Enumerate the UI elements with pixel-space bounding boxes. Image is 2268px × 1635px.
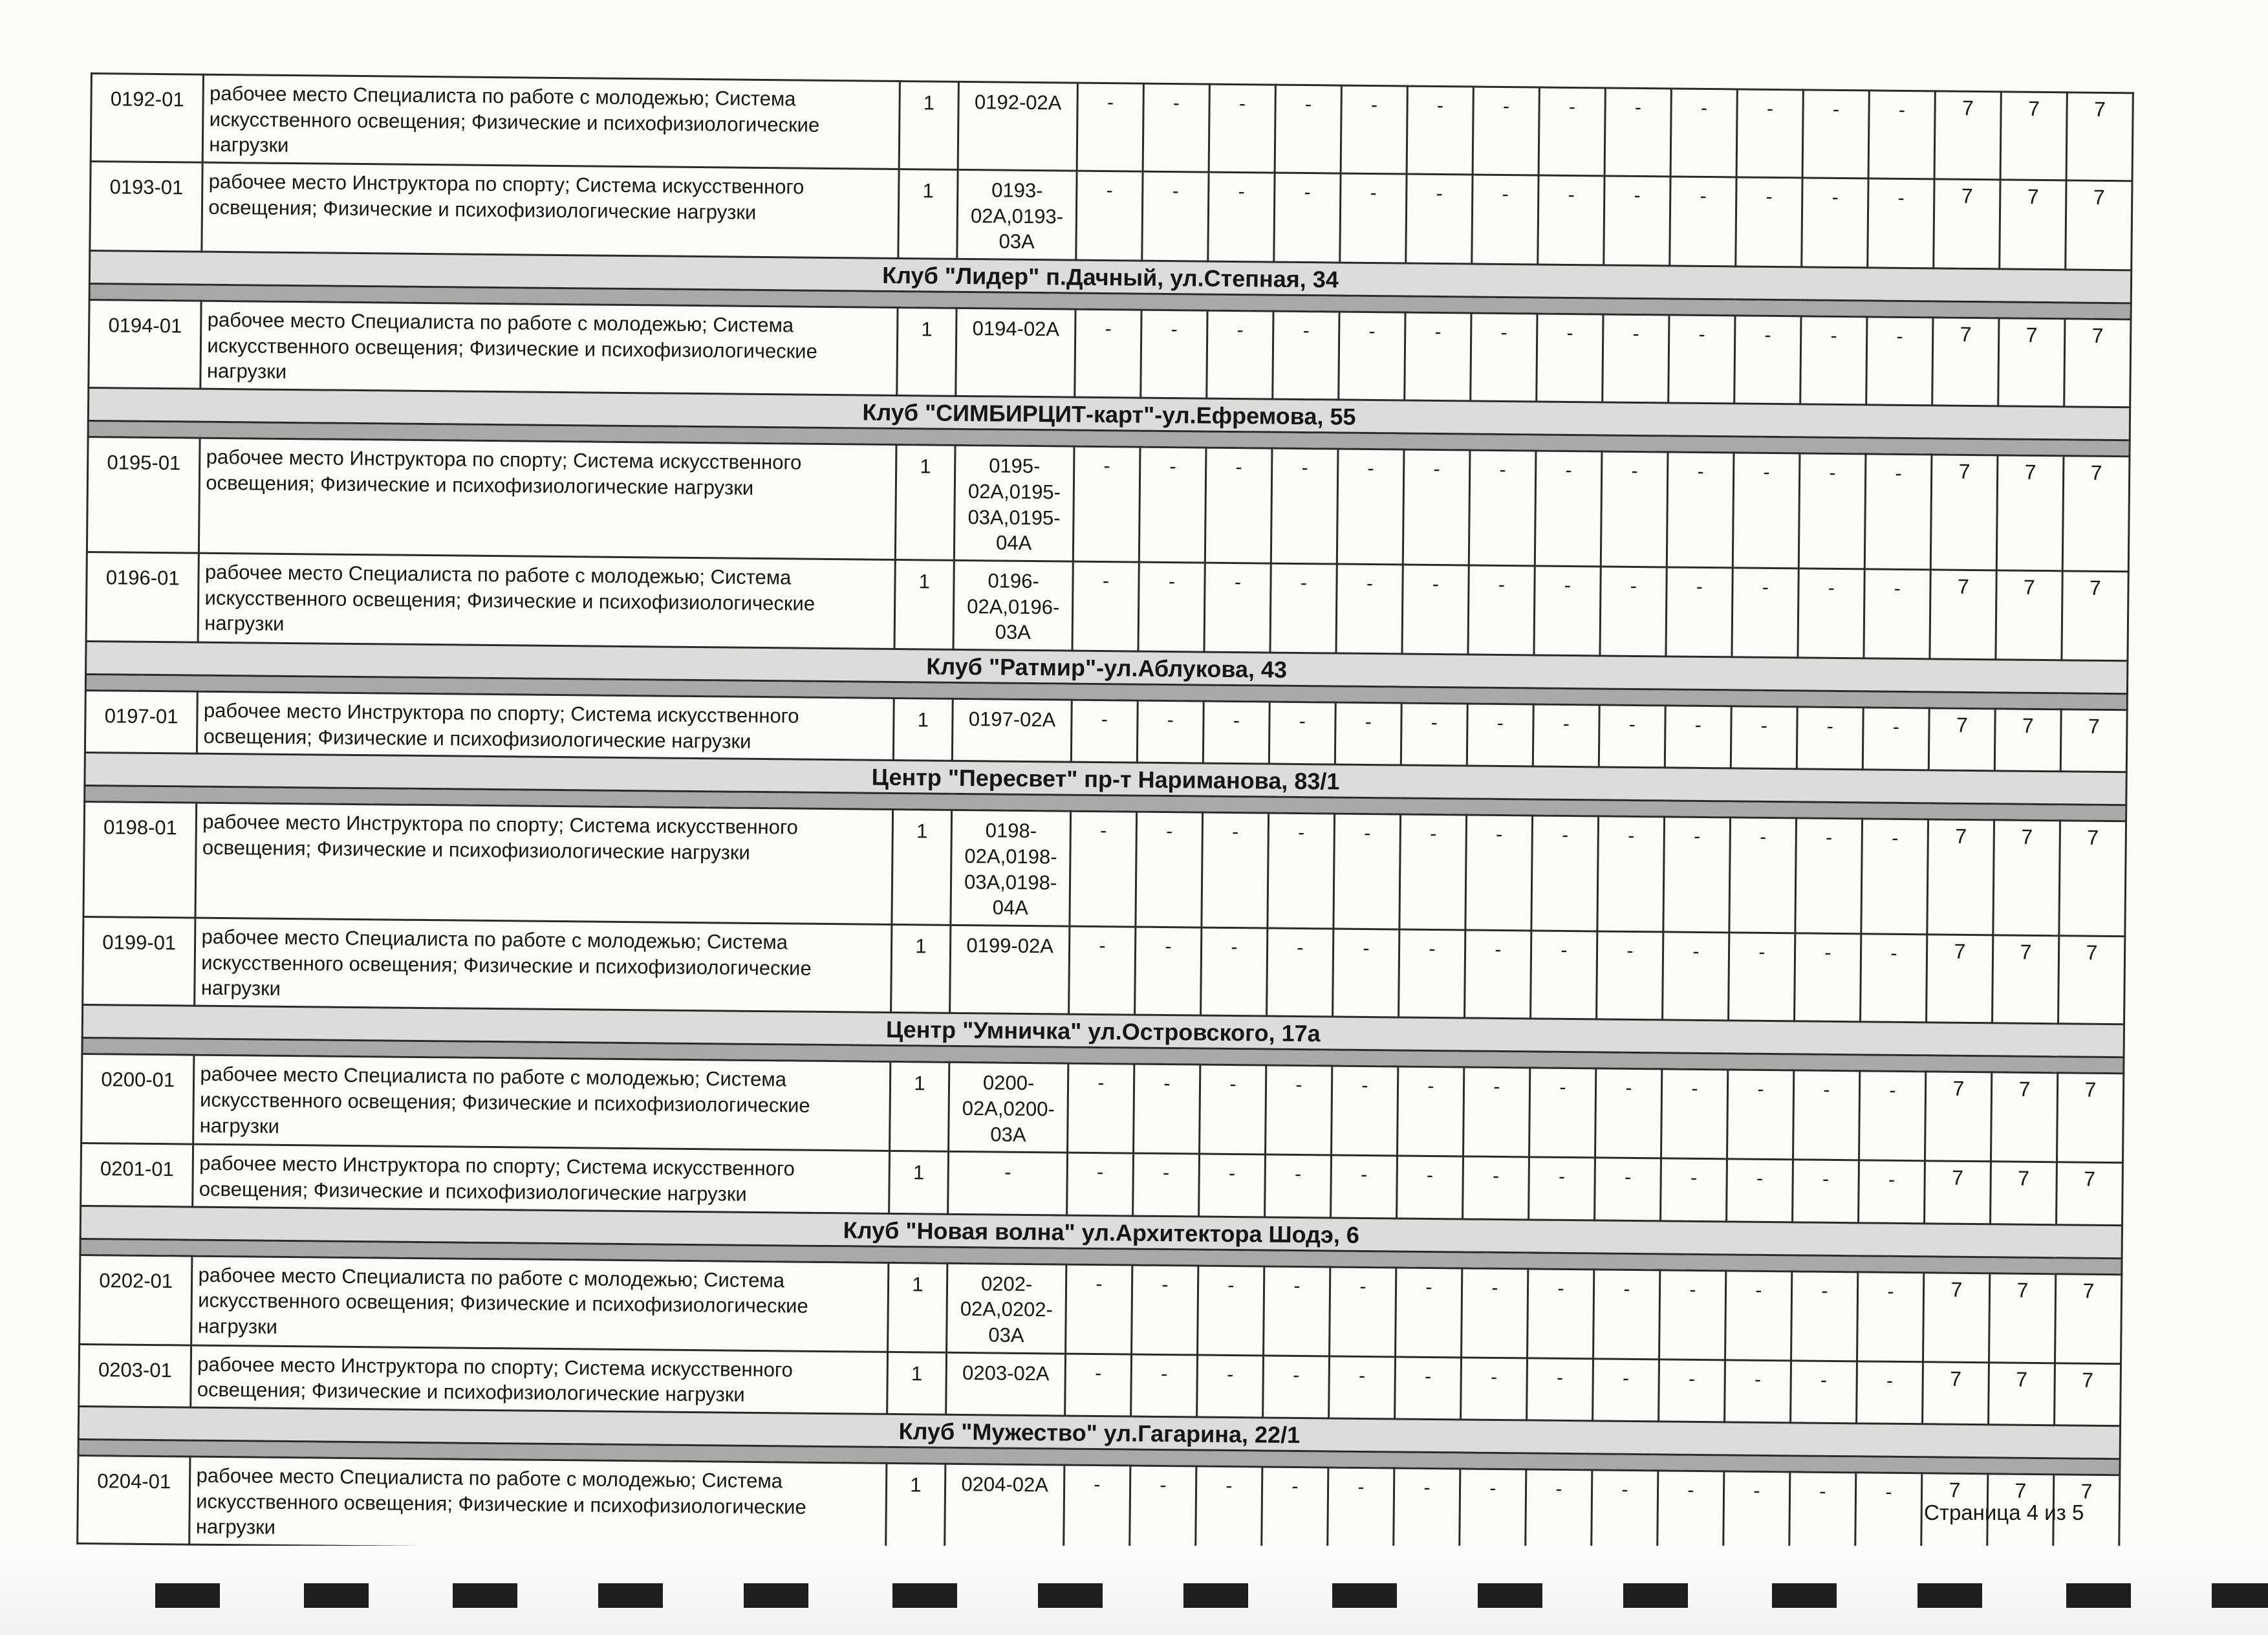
workplace-description-cell: рабочее место Инструктора по спорту; Система искусственного освещения; Физические и психофизиологические нагрузки — [197, 691, 894, 761]
dash-cell: - — [1731, 706, 1797, 769]
workplace-analog-cell: 0197-02A — [953, 698, 1072, 762]
dash-cell: - — [1405, 312, 1471, 401]
dash-cell: - — [1797, 707, 1863, 770]
workplace-count-cell: 1 — [887, 1352, 947, 1414]
dash-cell: - — [1657, 1471, 1723, 1559]
dash-cell: - — [1138, 562, 1205, 652]
dash-cell: - — [1076, 171, 1143, 261]
workplace-count-cell: 1 — [898, 169, 958, 259]
value-seven-cell: 7 — [2000, 180, 2066, 270]
dash-cell: - — [1665, 706, 1731, 768]
workplace-analog-cell: 0194-02A — [956, 308, 1075, 397]
dash-cell: - — [1265, 1154, 1332, 1217]
dash-cell: - — [1065, 1264, 1132, 1354]
dash-cell: - — [1465, 815, 1533, 931]
dash-cell: - — [1461, 1268, 1528, 1358]
workplace-description-cell: рабочее место Специалиста по работе с молодежью; Система искусственного освещения; Физические и психофизиологические нагрузки — [203, 74, 900, 169]
value-seven-cell: 7 — [1934, 179, 2000, 269]
dash-cell: - — [1662, 932, 1729, 1021]
dash-cell: - — [1071, 700, 1138, 763]
workplace-code-cell: 0192-01 — [91, 74, 204, 163]
value-seven-cell: 7 — [1928, 708, 1995, 771]
value-seven-cell: 7 — [1926, 935, 1993, 1023]
value-seven-cell: 7 — [2066, 180, 2132, 270]
value-seven-cell: 7 — [1921, 1473, 1987, 1562]
dash-cell: - — [1329, 1267, 1396, 1357]
section-title: Клуб "СИМБИРЦИТ-карт"-ул.Ефремова, 55 — [88, 388, 2130, 440]
dash-cell: - — [1861, 819, 1928, 935]
workplace-code-cell: 0194-01 — [89, 300, 202, 389]
dash-cell: - — [1660, 1158, 1727, 1221]
workplace-analog-cell: 0202-02A,0202-03A — [947, 1263, 1066, 1354]
dash-cell: - — [1202, 812, 1269, 928]
dash-cell: - — [1535, 451, 1602, 567]
value-seven-cell: 7 — [1998, 318, 2065, 407]
dash-cell: - — [1802, 90, 1869, 179]
workplace-analog-cell: 0203-02A — [946, 1352, 1066, 1416]
dash-cell: - — [1859, 1071, 1925, 1161]
dash-cell: - — [1604, 88, 1671, 177]
dash-cell: - — [1209, 84, 1275, 173]
dash-cell: - — [1398, 929, 1465, 1018]
dash-cell: - — [1199, 1154, 1266, 1217]
value-seven-cell: 7 — [2062, 456, 2130, 572]
workplace-code-cell: 0195-01 — [87, 437, 200, 553]
workplace-code-cell: 0201-01 — [81, 1143, 193, 1207]
workplace-description-cell: рабочее место Специалиста по работе с молодежью; Система искусственного освещения; Физические и психофизиологические нагрузки — [189, 1456, 886, 1551]
dash-cell: - — [1593, 1270, 1659, 1359]
dash-cell: - — [1395, 1268, 1462, 1358]
section-title: Центр "Умничка" ул.Островского, 17а — [82, 1005, 2124, 1057]
dash-cell: - — [1203, 701, 1269, 764]
value-seven-cell: 7 — [2053, 1475, 2119, 1563]
value-seven-cell: 7 — [2064, 319, 2131, 407]
workplace-code-cell: 0203-01 — [79, 1344, 191, 1407]
dash-cell: - — [1723, 1471, 1789, 1560]
dash-cell: - — [1725, 1270, 1791, 1360]
dash-cell: - — [1727, 1070, 1793, 1160]
dash-cell: - — [1134, 927, 1201, 1015]
dash-cell: - — [1340, 173, 1407, 263]
value-seven-cell: 7 — [1993, 820, 2060, 936]
dash-cell: - — [1529, 1068, 1595, 1158]
dash-cell: - — [1269, 702, 1335, 764]
dash-cell: - — [1736, 89, 1803, 178]
dash-cell: - — [1597, 816, 1665, 932]
dash-cell: - — [1133, 1153, 1200, 1216]
dash-cell: - — [1789, 1472, 1855, 1561]
binder-hole — [1478, 1583, 1542, 1608]
dash-cell: - — [1729, 817, 1797, 933]
value-seven-cell: 7 — [1996, 455, 2064, 571]
workplace-count-cell: 1 — [893, 698, 953, 761]
dash-cell: - — [1667, 452, 1734, 568]
workplace-description-cell: рабочее место Специалиста по работе с молодежью; Система искусственного освещения; Физические и психофизиологические нагрузки — [200, 301, 897, 395]
dash-cell: - — [1666, 567, 1733, 657]
dash-cell: - — [1065, 1354, 1132, 1416]
dash-cell: - — [1401, 703, 1467, 766]
workplace-description-cell: рабочее место Специалиста по работе с молодежью; Система искусственного освещения; Физические и психофизиологические нагрузки — [193, 1055, 890, 1151]
dash-cell: - — [1663, 817, 1731, 933]
dash-cell: - — [1195, 1466, 1262, 1555]
dash-cell: - — [1658, 1359, 1725, 1422]
dash-cell: - — [1594, 1158, 1661, 1220]
dash-cell: - — [1734, 316, 1801, 404]
dash-cell: - — [1732, 568, 1798, 658]
workplace-code-cell: 0202-01 — [80, 1255, 193, 1345]
binder-hole — [155, 1583, 220, 1608]
value-seven-cell: 7 — [1992, 935, 2058, 1024]
value-seven-cell: 7 — [2066, 92, 2133, 181]
value-seven-cell: 7 — [1922, 1361, 1989, 1424]
dash-cell: - — [1072, 561, 1139, 651]
dash-cell: - — [1337, 449, 1404, 565]
value-seven-cell: 7 — [2060, 709, 2127, 772]
dash-cell: - — [1471, 313, 1537, 402]
dash-cell: - — [1866, 317, 1933, 406]
dash-cell: - — [1070, 812, 1137, 927]
workplace-count-cell: 1 — [894, 559, 955, 649]
dash-cell: - — [1798, 568, 1864, 658]
dash-cell: - — [1393, 1468, 1460, 1557]
dash-cell: - — [1531, 816, 1599, 931]
value-seven-cell: 7 — [1996, 570, 2062, 660]
dash-cell: - — [1073, 446, 1140, 562]
workplace-analog-cell: 0198-02A,0198-03A,0198-04A — [951, 810, 1070, 926]
dash-cell: - — [1857, 1272, 1923, 1361]
dash-cell: - — [1726, 1159, 1793, 1222]
workplace-count-cell: 1 — [889, 1062, 949, 1152]
dash-cell: - — [1399, 814, 1467, 930]
dash-cell: - — [1533, 704, 1599, 767]
binder-hole — [2212, 1583, 2268, 1608]
dash-cell: - — [1733, 453, 1800, 568]
dash-cell: - — [1794, 933, 1861, 1022]
table-row — [87, 437, 2130, 572]
value-seven-cell: 7 — [1924, 1161, 1991, 1224]
workplace-count-cell: 1 — [891, 810, 951, 926]
dash-cell: - — [1537, 314, 1603, 402]
workplace-analog-cell: 0196-02A,0196-03A — [953, 560, 1073, 651]
value-seven-cell: 7 — [1991, 1072, 2057, 1162]
table-row — [83, 802, 2126, 937]
workplace-table-wrapper — [76, 72, 2134, 1564]
dash-cell: - — [1472, 175, 1539, 265]
dash-cell: - — [1131, 1354, 1198, 1417]
dash-cell: - — [1459, 1469, 1526, 1557]
workplace-description-cell: рабочее место Инструктора по спорту; Система искусственного освещения; Физические и психофизиологические нагрузки — [202, 162, 898, 258]
section-title: Клуб "Мужество" ул.Гагарина, 22/1 — [78, 1406, 2120, 1458]
workplace-code-cell: 0197-01 — [85, 690, 197, 753]
dash-cell: - — [1067, 1063, 1134, 1153]
dash-cell: - — [1141, 310, 1207, 398]
binder-hole — [2066, 1583, 2131, 1608]
dash-cell: - — [1332, 929, 1399, 1017]
value-seven-cell: 7 — [1989, 1273, 2055, 1363]
workplace-count-cell: 1 — [885, 1463, 945, 1552]
dash-cell: - — [1263, 1266, 1330, 1356]
workplace-analog-cell: 0199-02A — [950, 925, 1070, 1014]
section-title: Клуб "Новая волна" ул.Архитектора Шодэ, 6 — [80, 1206, 2122, 1258]
dash-cell: - — [1327, 1467, 1394, 1556]
dash-cell: - — [1131, 1265, 1198, 1355]
dash-cell: - — [1133, 1064, 1200, 1154]
value-seven-cell: 7 — [1927, 819, 1994, 935]
value-seven-cell: 7 — [1934, 91, 2001, 180]
dash-cell: - — [1798, 453, 1866, 569]
workplace-count-cell: 1 — [895, 445, 955, 561]
dash-cell: - — [1396, 1156, 1463, 1218]
dash-cell: - — [1207, 310, 1273, 399]
dash-cell: - — [1075, 309, 1141, 398]
dash-cell: - — [1199, 1065, 1266, 1154]
value-seven-cell: 7 — [2059, 821, 2126, 937]
binder-hole — [304, 1583, 369, 1608]
dash-cell: - — [1462, 1156, 1529, 1219]
dash-cell: - — [1464, 930, 1531, 1019]
workplace-code-cell: 0200-01 — [81, 1054, 195, 1145]
dash-cell: - — [1868, 91, 1935, 179]
value-seven-cell: 7 — [2054, 1363, 2121, 1425]
dash-cell: - — [1661, 1069, 1727, 1159]
workplace-table — [76, 72, 2134, 1564]
dash-cell: - — [1603, 314, 1669, 403]
workplace-description-cell: рабочее место Инструктора по спорту; Система искусственного освещения; Физические и психофизиологические нагрузки — [193, 1144, 889, 1213]
dash-cell: - — [1197, 1355, 1264, 1418]
dash-cell: - — [1403, 449, 1470, 565]
value-seven-cell: 7 — [2062, 571, 2128, 661]
value-seven-cell: 7 — [1925, 1072, 1991, 1162]
dash-cell: - — [1336, 564, 1403, 654]
dash-cell: - — [1468, 565, 1535, 655]
dash-cell: - — [1593, 1359, 1659, 1422]
workplace-table-body — [78, 74, 2133, 1563]
workplace-description-cell: рабочее место Специалиста по работе с молодежью; Система искусственного освещения; Физические и психофизиологические нагрузки — [198, 553, 894, 649]
dash-cell: - — [1265, 1065, 1332, 1155]
dash-cell: - — [1339, 312, 1405, 400]
dash-cell: - — [1604, 176, 1670, 266]
dash-cell: - — [1204, 563, 1271, 653]
page-counter: Страница 4 из 5 — [1924, 1500, 2084, 1524]
dash-cell: - — [1263, 1356, 1330, 1418]
dash-cell: - — [1855, 1473, 1921, 1561]
dash-cell: - — [1200, 927, 1267, 1016]
value-seven-cell: 7 — [1987, 1474, 2053, 1563]
value-seven-cell: 7 — [1930, 455, 1998, 570]
dash-cell: - — [1736, 177, 1802, 267]
dash-cell: - — [1791, 1271, 1857, 1361]
workplace-count-cell: 1 — [891, 925, 951, 1013]
value-seven-cell: 7 — [1930, 570, 1996, 660]
dash-cell: - — [1795, 818, 1863, 934]
dash-cell: - — [1139, 447, 1206, 563]
dash-cell: - — [1864, 569, 1930, 659]
dash-cell: - — [1395, 1357, 1462, 1420]
dash-cell: - — [1341, 85, 1407, 174]
value-seven-cell: 7 — [2056, 1162, 2122, 1225]
dash-cell: - — [1724, 1359, 1791, 1422]
dash-cell: - — [1402, 565, 1469, 655]
value-seven-cell: 7 — [1990, 1162, 2057, 1224]
dash-cell: - — [1669, 315, 1735, 404]
dash-cell: - — [1856, 1361, 1923, 1424]
workplace-analog-cell: 0200-02A,0200-03A — [949, 1063, 1068, 1153]
dash-cell: - — [1802, 178, 1868, 268]
section-title: Клуб "Лидер" п.Дачный, ул.Степная, 34 — [89, 251, 2131, 303]
dash-cell: - — [1208, 172, 1275, 262]
dash-cell: - — [1591, 1470, 1658, 1559]
dash-cell: - — [1868, 179, 1934, 268]
binder-hole — [1917, 1583, 1982, 1608]
dash-cell: - — [1864, 454, 1932, 570]
workplace-analog-cell: 0193-02A,0193-03A — [957, 169, 1077, 260]
binder-hole — [453, 1583, 517, 1608]
dash-cell: - — [1136, 812, 1203, 927]
workplace-description-cell: рабочее место Инструктора по спорту; Система искусственного освещения; Физические и психофизиологические нагрузки — [199, 438, 896, 559]
section-title: Центр "Пересвет" пр-т Нариманова, 83/1 — [85, 753, 2126, 805]
dash-cell: - — [1077, 83, 1143, 171]
workplace-count-cell: 1 — [887, 1262, 947, 1352]
dash-cell: - — [1790, 1360, 1857, 1423]
workplace-code-cell: 0193-01 — [90, 162, 203, 252]
dash-cell: - — [1595, 1068, 1661, 1158]
dash-cell: - — [1659, 1270, 1725, 1360]
workplace-description-cell: рабочее место Специалиста по работе с молодежью; Система искусственного освещения; Физические и психофизиологические нагрузки — [195, 918, 891, 1012]
binder-hole — [1332, 1583, 1397, 1608]
dash-cell: - — [1406, 174, 1473, 264]
dash-cell: - — [1793, 1070, 1859, 1160]
dash-cell: - — [1863, 708, 1929, 770]
dash-cell: - — [1271, 448, 1338, 564]
value-seven-cell: 7 — [2000, 92, 2067, 180]
binder-hole — [1772, 1583, 1837, 1608]
dash-cell: - — [1527, 1269, 1593, 1359]
dash-cell: - — [1800, 316, 1867, 405]
dash-cell: - — [1528, 1157, 1595, 1220]
binder-hole — [1183, 1583, 1248, 1608]
dash-cell: - — [1261, 1467, 1328, 1555]
dash-cell: - — [1728, 933, 1795, 1021]
workplace-description-cell: рабочее место Инструктора по спорту; Система искусственного освещения; Физические и психофизиологические нагрузки — [191, 1345, 887, 1414]
dash-cell: - — [1266, 928, 1333, 1017]
dash-cell: - — [1270, 563, 1337, 653]
dash-cell: - — [1397, 1067, 1463, 1156]
workplace-code-cell: 0204-01 — [78, 1455, 191, 1544]
dash-cell: - — [1858, 1160, 1925, 1223]
binder-hole — [1623, 1583, 1688, 1608]
binder-hole — [1038, 1583, 1103, 1608]
workplace-count-cell: 1 — [899, 81, 959, 170]
dash-cell: - — [1599, 705, 1665, 768]
dash-cell: - — [1274, 173, 1341, 263]
workplace-count-cell: 1 — [896, 308, 956, 396]
dash-cell: - — [1461, 1358, 1528, 1420]
workplace-description-cell: рабочее место Специалиста по работе с молодежью; Система искусственного освещения; Физические и психофизиологические нагрузки — [191, 1256, 888, 1352]
dash-cell: - — [1205, 448, 1272, 563]
workplace-analog-cell: - — [948, 1152, 1068, 1215]
value-seven-cell: 7 — [2058, 936, 2124, 1024]
workplace-count-cell: 1 — [889, 1151, 949, 1214]
dash-cell: - — [1538, 175, 1604, 265]
dash-cell: - — [1527, 1358, 1593, 1421]
dash-cell: - — [1143, 83, 1209, 172]
dash-cell: - — [1463, 1067, 1529, 1157]
dash-cell: - — [1670, 177, 1736, 266]
dash-cell: - — [1067, 1153, 1134, 1215]
dash-cell: - — [1596, 931, 1663, 1020]
dash-cell: - — [1329, 1356, 1396, 1419]
dash-cell: - — [1275, 85, 1341, 173]
dash-cell: - — [1068, 926, 1135, 1015]
dash-cell: - — [1534, 566, 1601, 656]
workplace-analog-cell: 0204-02A — [945, 1464, 1064, 1553]
workplace-code-cell: 0198-01 — [83, 802, 197, 918]
value-seven-cell: 7 — [1994, 709, 2061, 772]
dash-cell: - — [1539, 87, 1605, 176]
binder-hole — [598, 1583, 663, 1608]
dash-cell: - — [1530, 931, 1597, 1019]
dash-cell: - — [1330, 1155, 1397, 1218]
dash-cell: - — [1467, 704, 1533, 766]
dash-cell: - — [1142, 171, 1209, 261]
dash-cell: - — [1860, 934, 1927, 1023]
dash-cell: - — [1129, 1466, 1196, 1554]
dash-cell: - — [1334, 814, 1401, 929]
dash-cell: - — [1331, 1066, 1398, 1156]
workplace-description-cell: рабочее место Инструктора по спорту; Система искусственного освещения; Физические и психофизиологические нагрузки — [195, 803, 892, 925]
dash-cell: - — [1525, 1469, 1592, 1558]
value-seven-cell: 7 — [2057, 1073, 2123, 1163]
dash-cell: - — [1268, 813, 1335, 929]
dash-cell: - — [1407, 86, 1473, 175]
dash-cell: - — [1670, 89, 1737, 177]
workplace-code-cell: 0196-01 — [86, 552, 199, 642]
dash-cell: - — [1469, 450, 1536, 566]
workplace-code-cell: 0199-01 — [83, 917, 196, 1006]
section-title: Клуб "Ратмир"-ул.Аблукова, 43 — [86, 641, 2128, 693]
workplace-analog-cell: 0195-02A,0195-03A,0195-04A — [955, 446, 1074, 561]
binder-hole — [892, 1583, 957, 1608]
value-seven-cell: 7 — [1923, 1272, 1989, 1362]
dash-cell: - — [1197, 1266, 1264, 1356]
dash-cell: - — [1064, 1465, 1130, 1554]
value-seven-cell: 7 — [1932, 318, 1999, 406]
value-seven-cell: 7 — [2055, 1273, 2121, 1363]
binder-hole — [744, 1583, 808, 1608]
dash-cell: - — [1792, 1160, 1859, 1222]
dash-cell: - — [1600, 567, 1667, 656]
dash-cell: - — [1335, 702, 1401, 765]
value-seven-cell: 7 — [1988, 1362, 2055, 1425]
dash-cell: - — [1273, 311, 1339, 400]
dash-cell: - — [1137, 700, 1204, 763]
workplace-analog-cell: 0192-02A — [958, 81, 1077, 171]
dash-cell: - — [1601, 451, 1668, 567]
dash-cell: - — [1473, 87, 1539, 175]
